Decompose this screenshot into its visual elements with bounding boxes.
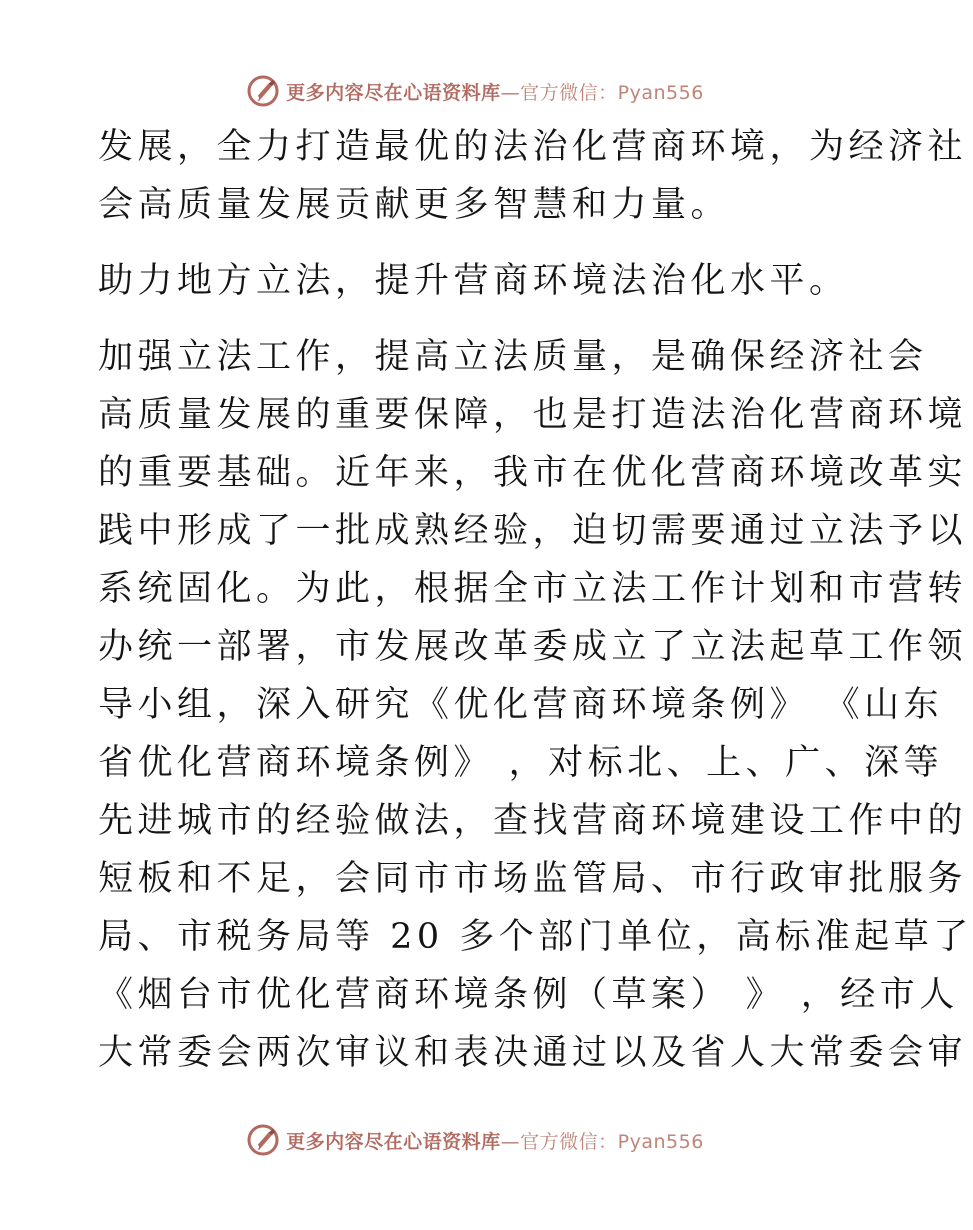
text-line: 局、市税务局等 20 多个部门单位，高标准起草了 bbox=[98, 917, 973, 957]
watermark-suffix-text: 官方微信：Pyan556 bbox=[520, 81, 704, 104]
text-line: 办统一部署，市发展改革委成立了立法起草工作领 bbox=[98, 627, 968, 667]
watermark-text bbox=[286, 1127, 704, 1154]
text-line: 的重要基础。近年来，我市在优化营商环境改革实 bbox=[98, 453, 968, 493]
text-line: 助力地方立法，提升营商环境法治化水平。 bbox=[98, 261, 849, 301]
text-line: 践中形成了一批成熟经验，迫切需要通过立法予以 bbox=[98, 511, 968, 551]
text-line: 先进城市的经验做法，查找营商环境建设工作中的 bbox=[98, 801, 968, 841]
watermark-suffix-text: 官方微信：Pyan556 bbox=[520, 1130, 704, 1153]
text-line: 短板和不足，会同市市场监管局、市行政审批服务 bbox=[98, 859, 968, 899]
watermark-text bbox=[286, 78, 704, 105]
text-line: 导小组，深入研究《优化营商环境条例》 《山东 bbox=[98, 685, 944, 725]
paragraph-2 bbox=[98, 252, 858, 310]
text-line: 《烟台市优化营商环境条例（草案） 》 ，经市人 bbox=[98, 975, 959, 1015]
text-line: 大常委会两次审议和表决通过以及省人大常委会审 bbox=[98, 1033, 968, 1073]
paragraph-3 bbox=[98, 328, 973, 1082]
text-line: 高质量发展的重要保障，也是打造法治化营商环境 bbox=[98, 395, 968, 435]
text-line: 省优化营商环境条例》 ，对标北、上、广、深等 bbox=[98, 743, 944, 783]
watermark-separator: — bbox=[500, 81, 521, 104]
text-line: 发展，全力打造最优的法治化营商环境，为经济社 bbox=[98, 127, 968, 167]
pen-logo-icon bbox=[246, 1123, 280, 1157]
text-line: 加强立法工作，提高立法质量，是确保经济社会 bbox=[98, 337, 928, 377]
watermark-separator: — bbox=[500, 1130, 521, 1153]
footer-watermark bbox=[0, 1120, 950, 1160]
document-body bbox=[98, 118, 973, 1082]
pen-logo-icon bbox=[246, 74, 280, 108]
text-line: 会高质量发展贡献更多智慧和力量。 bbox=[98, 185, 731, 225]
text-line: 系统固化。为此，根据全市立法工作计划和市营转 bbox=[98, 569, 968, 609]
watermark-main-text: 更多内容尽在心语资料库 bbox=[286, 81, 501, 104]
paragraph-1 bbox=[98, 118, 968, 234]
watermark-main-text: 更多内容尽在心语资料库 bbox=[286, 1130, 501, 1153]
header-watermark bbox=[0, 71, 950, 111]
